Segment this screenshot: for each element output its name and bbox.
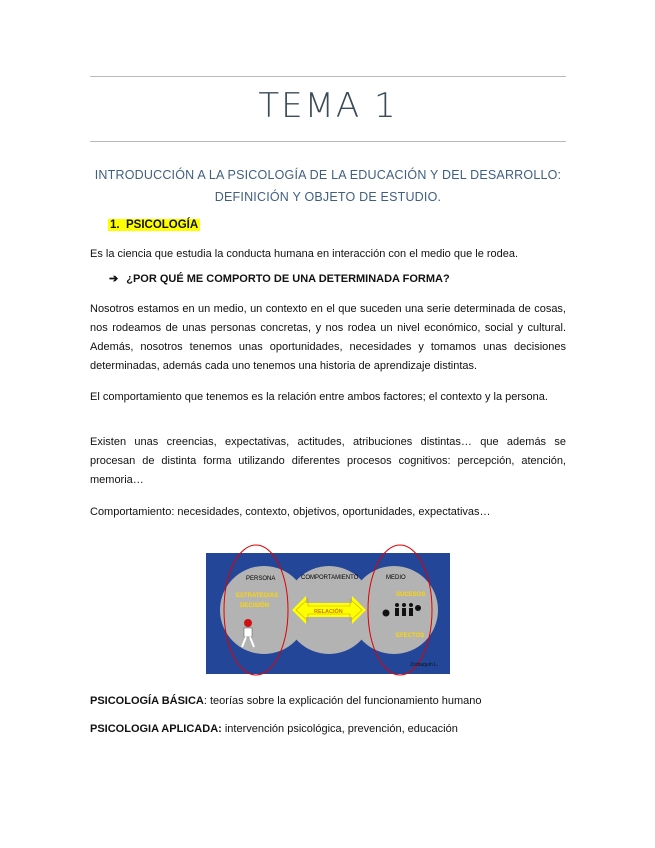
subtitle-line-1: INTRODUCCIÓN A LA PSICOLOGÍA DE LA EDUCACIÓN Y DEL DESARROLLO:: [94, 168, 562, 182]
paragraph-3: Existen unas creencias, expectativas, actitudes, atribuciones distintas… que además se procesan de distinta forma utilizando diferentes procesos cognitivos: percepción, atención, memoria…: [90, 436, 566, 486]
section-title: PSICOLOGÍA: [125, 219, 199, 231]
title-rule: [90, 141, 566, 142]
section-heading: [108, 219, 200, 231]
medio-text-2: EFECTOS: [396, 633, 425, 639]
behavior-diagram: [206, 553, 450, 674]
medio-label: MEDIO: [386, 575, 406, 581]
paragraph-2: El comportamiento que tenemos es la relación entre ambos factores; el contexto y la persona.: [90, 391, 548, 403]
paragraph-1: Nosotros estamos en un medio, un contexto en el que suceden una serie determinada de cosas, nos rodeamos de unas personas concretas, y nos rodea un nivel económico, social y cultural. Además, nosotros tenemos unas oportunidades, necesidades y tomamos unas decisiones determinadas, además cada uno tenemos una historia de aprendizaje distintas.: [90, 303, 566, 372]
subtitle-line-2: DEFINICIÓN Y OBJETO DE ESTUDIO.: [214, 190, 442, 204]
persona-text-1: ESTRATEGIAS: [236, 593, 279, 599]
applied-text: intervención psicológica, prevención, educación: [221, 723, 458, 735]
subtitle: [90, 164, 566, 208]
paragraph-4: Comportamiento: necesidades, contexto, objetivos, oportunidades, expectativas…: [90, 506, 491, 518]
section-heading-highlight: [108, 219, 200, 231]
section-number: 1.: [110, 219, 120, 231]
top-rule: [90, 76, 566, 77]
basic-label: PSICOLOGÍA BÁSICA: [90, 695, 204, 707]
comportamiento-label: COMPORTAMIENTO: [301, 575, 359, 581]
question-text: ¿POR QUÉ ME COMPORTO DE UNA DETERMINADA FORMA?: [126, 273, 450, 285]
basic-text: : teorías sobre la explicación del funcionamiento humano: [203, 695, 482, 707]
applied-label: PSICOLOGIA APLICADA:: [90, 723, 222, 735]
applied-psychology-line: [90, 720, 566, 739]
figure-credit: Zorbaquín L.: [410, 662, 439, 668]
arrow-icon: ➔: [109, 273, 119, 285]
question-heading: [109, 272, 450, 285]
persona-text-2: DECISIÓN: [240, 603, 270, 609]
page-title: TEMA 1: [258, 86, 398, 126]
basic-psychology-line: [90, 692, 566, 711]
persona-label: PERSONA: [246, 576, 276, 582]
relation-text: RELACIÓN: [314, 609, 343, 615]
medio-text-1: SUCESOS: [396, 592, 426, 598]
definition-paragraph: Es la ciencia que estudia la conducta humana en interacción con el medio que le rodea.: [90, 248, 519, 260]
